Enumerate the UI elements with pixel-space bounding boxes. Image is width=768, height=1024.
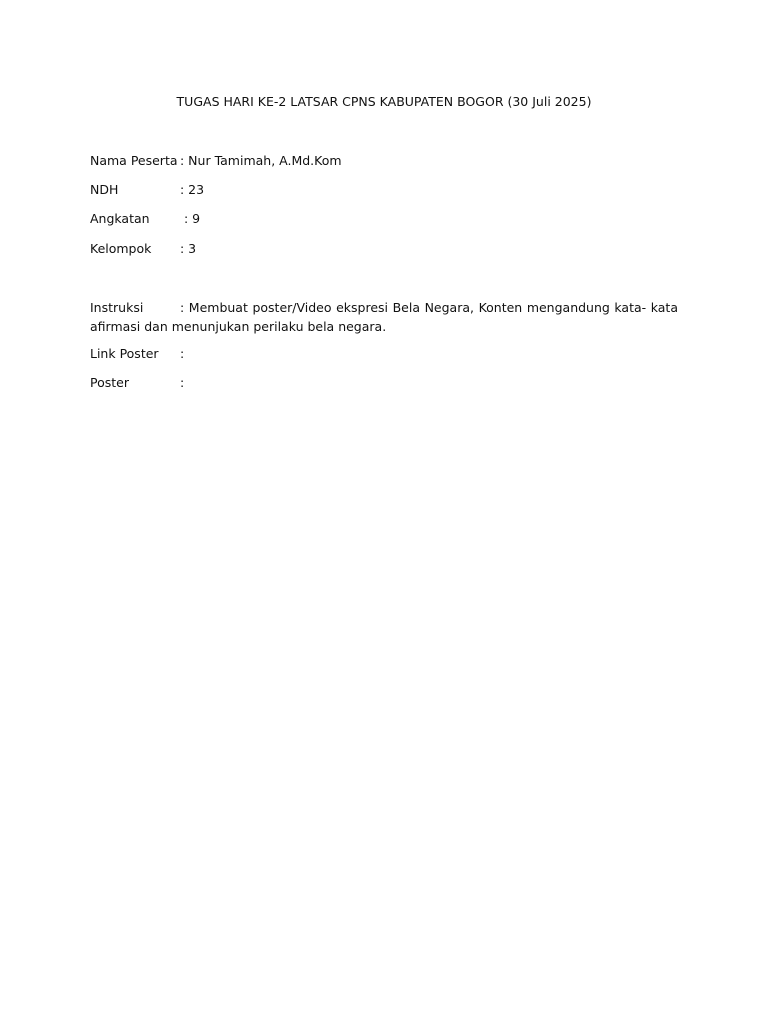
field-label: Link Poster <box>90 346 159 361</box>
document-title: TUGAS HARI KE-2 LATSAR CPNS KABUPATEN BOGOR (30 Juli 2025) <box>176 94 592 109</box>
field-label: Kelompok <box>90 241 152 256</box>
field-label: Instruksi <box>90 300 144 315</box>
field-instruksi <box>90 298 678 336</box>
field-value: : 23 <box>180 182 205 197</box>
field-label: Angkatan <box>90 211 150 226</box>
field-label: Poster <box>90 375 129 390</box>
field-value: : 9 <box>180 211 201 226</box>
field-label: Nama Peserta <box>90 153 178 168</box>
field-nama-peserta <box>90 153 342 168</box>
field-value: : <box>180 375 185 390</box>
field-label: NDH <box>90 182 119 197</box>
field-ndh <box>90 182 204 197</box>
field-angkatan <box>90 211 200 226</box>
field-poster <box>90 375 184 390</box>
field-value: : Nur Tamimah, A.Md.Kom <box>180 153 342 168</box>
instruction-text: : Membuat poster/Video ekspresi Bela Negara, Konten mengandung kata- kata afirmasi dan menunjukan perilaku bela negara. <box>90 300 678 334</box>
field-value: : <box>180 346 185 361</box>
field-value: : 3 <box>180 241 197 256</box>
field-link-poster <box>90 346 184 361</box>
field-kelompok <box>90 241 196 256</box>
